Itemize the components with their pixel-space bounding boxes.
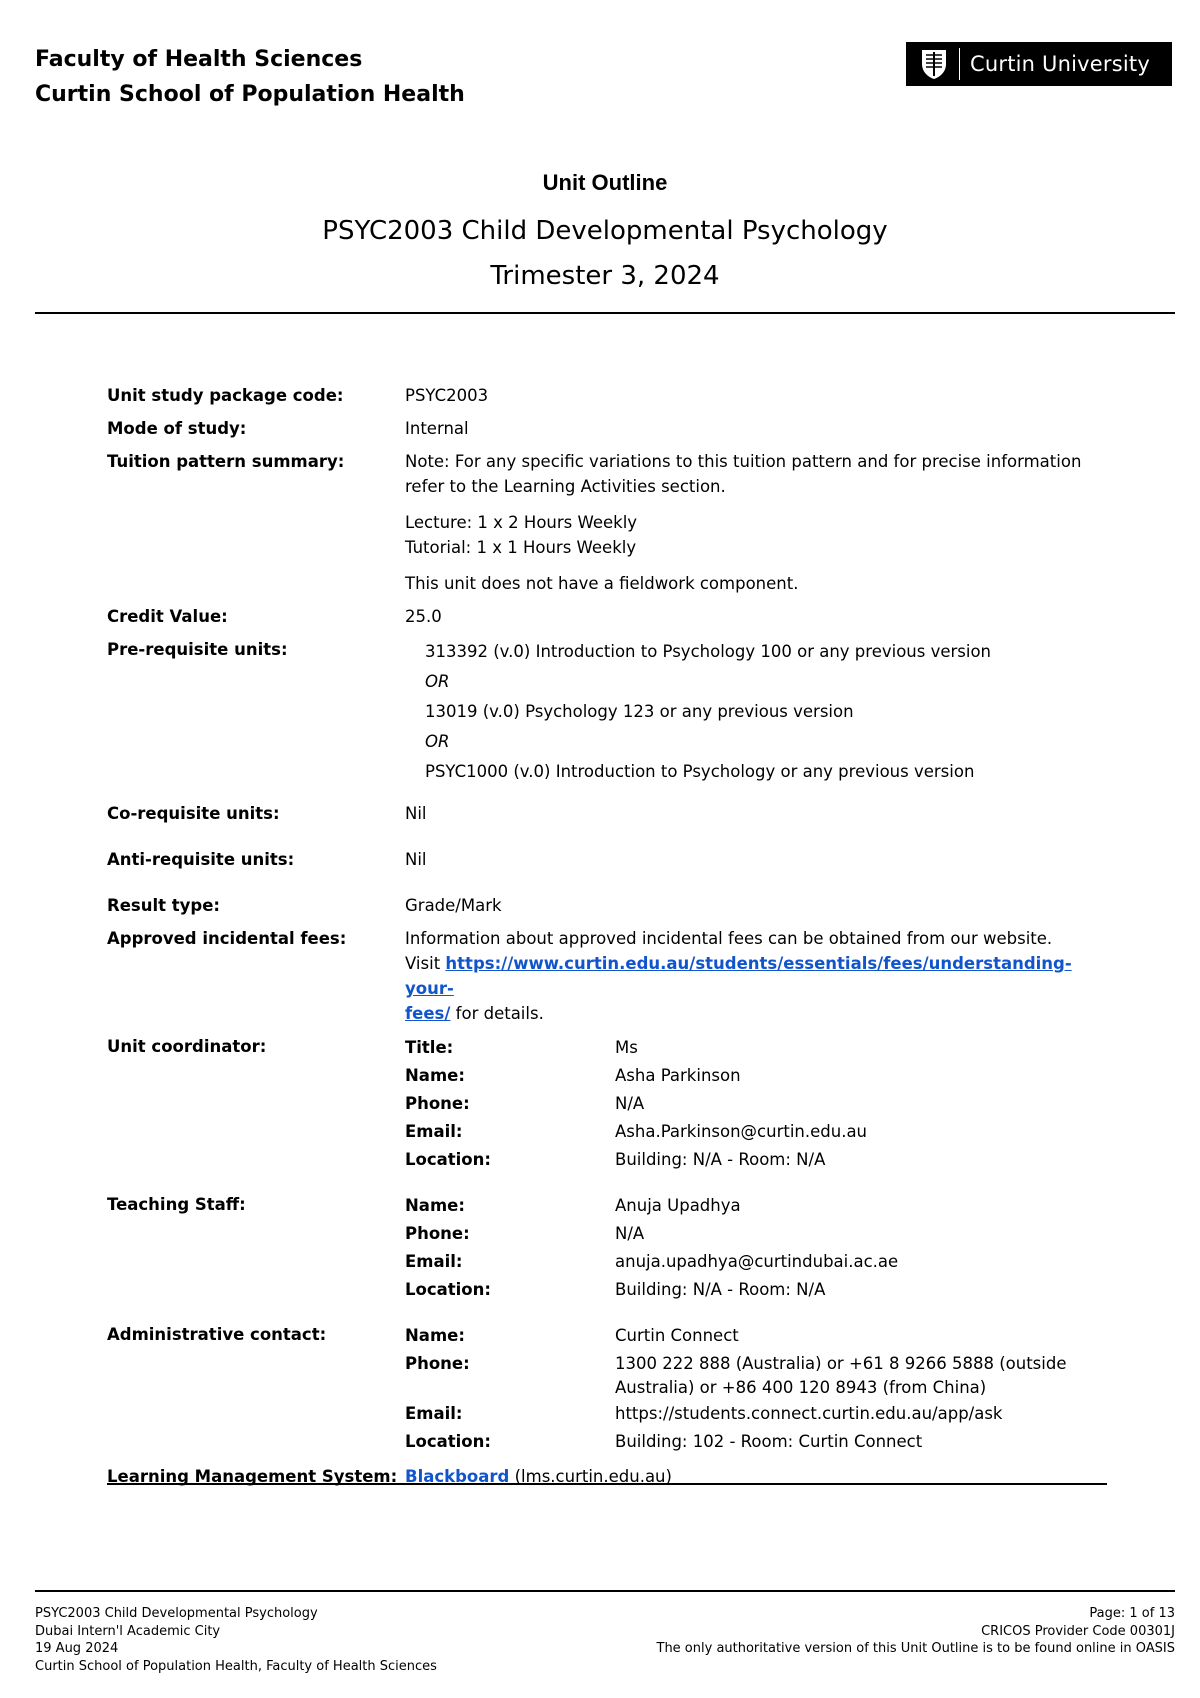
faculty-header — [35, 42, 465, 112]
fees-link[interactable]: https://www.curtin.edu.au/students/essentials/fees/understanding-your- — [405, 954, 1072, 998]
fees-after: for details. — [455, 1004, 544, 1023]
footer-campus: Dubai Intern'l Academic City — [35, 1623, 221, 1639]
title-block — [35, 170, 1175, 291]
footer-right — [657, 1605, 1176, 1658]
prereq-item: 313392 (v.0) Introduction to Psychology 100 or any previous version — [425, 642, 992, 661]
teaching-row — [107, 1192, 1107, 1304]
result-row — [107, 893, 1107, 918]
prereq-or: OR — [425, 732, 450, 751]
teach-phone-value: N/A — [615, 1224, 645, 1243]
teaching-label: Teaching Staff: — [107, 1195, 246, 1214]
footer-page: Page: 1 of 13 — [1089, 1606, 1175, 1621]
coord-title-value: Ms — [615, 1038, 638, 1057]
admin-email-value: https://students.connect.curtin.edu.au/app/ask — [615, 1404, 1003, 1423]
coreq-value: Nil — [405, 804, 427, 823]
result-label: Result type: — [107, 896, 220, 915]
admin-name-key: Name: — [405, 1326, 465, 1345]
coord-location-value: Building: N/A - Room: N/A — [615, 1150, 826, 1169]
tuition-lecture: Lecture: 1 x 2 Hours Weekly — [405, 513, 638, 532]
admin-name-value: Curtin Connect — [615, 1326, 739, 1345]
teach-email-key: Email: — [405, 1252, 463, 1271]
mode-value: Internal — [405, 419, 469, 438]
faculty-name: Faculty of Health Sciences — [35, 47, 363, 72]
admin-phone-value: 1300 222 888 (Australia) or +61 8 9266 5888 (outside — [615, 1354, 1067, 1373]
tuition-row — [107, 449, 1107, 596]
coord-location-key: Location: — [405, 1150, 491, 1169]
teach-email-value: anuja.upadhya@curtindubai.ac.ae — [615, 1252, 899, 1271]
coordinator-row — [107, 1034, 1107, 1174]
fees-text: Information about approved incidental fees can be obtained from our website. — [405, 929, 1053, 948]
logo-text: Curtin University — [970, 52, 1150, 76]
coord-phone-value: N/A — [615, 1094, 645, 1113]
antireq-value: Nil — [405, 850, 427, 869]
credit-value: 25.0 — [405, 607, 442, 626]
crest-icon — [919, 48, 949, 80]
school-name: Curtin School of Population Health — [35, 82, 465, 107]
footer-cricos: CRICOS Provider Code 00301J — [981, 1623, 1175, 1639]
coord-email-value: Asha.Parkinson@curtin.edu.au — [615, 1122, 868, 1141]
prereq-or: OR — [425, 672, 450, 691]
tuition-label: Tuition pattern summary: — [107, 452, 345, 471]
coreq-label: Co-requisite units: — [107, 804, 280, 823]
teach-location-value: Building: N/A - Room: N/A — [615, 1280, 826, 1299]
footer-left — [35, 1605, 437, 1675]
tuition-fieldwork: This unit does not have a fieldwork component. — [405, 574, 799, 593]
document-type: Unit Outline — [542, 170, 668, 195]
tuition-note: Note: For any specific variations to this tuition pattern and for precise information refer to the Learning Activities section. — [405, 452, 1082, 496]
admin-location-key: Location: — [405, 1432, 491, 1451]
title-divider — [35, 312, 1175, 314]
credit-label: Credit Value: — [107, 607, 228, 626]
prereq-label: Pre-requisite units: — [107, 640, 288, 659]
admin-location-value: Building: 102 - Room: Curtin Connect — [615, 1432, 923, 1451]
admin-phone-key: Phone: — [405, 1354, 470, 1373]
package-code-value: PSYC2003 — [405, 386, 489, 405]
lms-row — [107, 1464, 1107, 1489]
antireq-row — [107, 847, 1107, 872]
footer-date: 19 Aug 2024 — [35, 1641, 119, 1656]
coord-email-key: Email: — [405, 1122, 463, 1141]
antireq-label: Anti-requisite units: — [107, 850, 295, 869]
lms-label: Learning Management System: — [107, 1467, 398, 1486]
admin-label: Administrative contact: — [107, 1325, 327, 1344]
unit-details — [107, 383, 1107, 1489]
tuition-tutorial: Tutorial: 1 x 1 Hours Weekly — [405, 538, 637, 557]
coord-name-value: Asha Parkinson — [615, 1066, 741, 1085]
logo-divider — [959, 48, 960, 80]
fees-label: Approved incidental fees: — [107, 929, 347, 948]
teach-name-value: Anuja Upadhya — [615, 1196, 741, 1215]
result-value: Grade/Mark — [405, 896, 502, 915]
curtin-logo — [906, 42, 1172, 86]
footer-unit: PSYC2003 Child Developmental Psychology — [35, 1606, 318, 1621]
term: Trimester 3, 2024 — [490, 261, 720, 291]
coreq-row — [107, 801, 1107, 826]
coordinator-label: Unit coordinator: — [107, 1037, 267, 1056]
coord-title-key: Title: — [405, 1038, 454, 1057]
mode-row — [107, 416, 1107, 441]
package-code-label: Unit study package code: — [107, 386, 344, 405]
admin-row — [107, 1322, 1107, 1456]
coord-name-key: Name: — [405, 1066, 465, 1085]
fees-visit: Visit — [405, 954, 441, 973]
lms-url: (lms.curtin.edu.au) — [514, 1467, 672, 1486]
prereq-item: 13019 (v.0) Psychology 123 or any previous version — [425, 702, 854, 721]
coord-phone-key: Phone: — [405, 1094, 470, 1113]
fees-link-cont[interactable]: fees/ — [405, 1004, 451, 1023]
fees-row — [107, 926, 1107, 1026]
footer-school: Curtin School of Population Health, Faculty of Health Sciences — [35, 1658, 437, 1674]
prereq-row — [107, 637, 1107, 787]
footer-authority: The only authoritative version of this Unit Outline is to be found online in OASIS — [656, 1641, 1175, 1656]
details-divider — [107, 1483, 1107, 1485]
admin-phone-value-cont: Australia) or +86 400 120 8943 (from China) — [615, 1378, 987, 1397]
teach-location-key: Location: — [405, 1280, 491, 1299]
admin-email-key: Email: — [405, 1404, 463, 1423]
mode-label: Mode of study: — [107, 419, 247, 438]
credit-row — [107, 604, 1107, 629]
teach-name-key: Name: — [405, 1196, 465, 1215]
teach-phone-key: Phone: — [405, 1224, 470, 1243]
blackboard-link[interactable]: Blackboard — [405, 1467, 510, 1486]
footer-divider — [35, 1590, 1175, 1592]
unit-title: PSYC2003 Child Developmental Psychology — [322, 216, 888, 246]
prereq-item: PSYC1000 (v.0) Introduction to Psychology or any previous version — [425, 762, 975, 781]
package-code-row — [107, 383, 1107, 408]
